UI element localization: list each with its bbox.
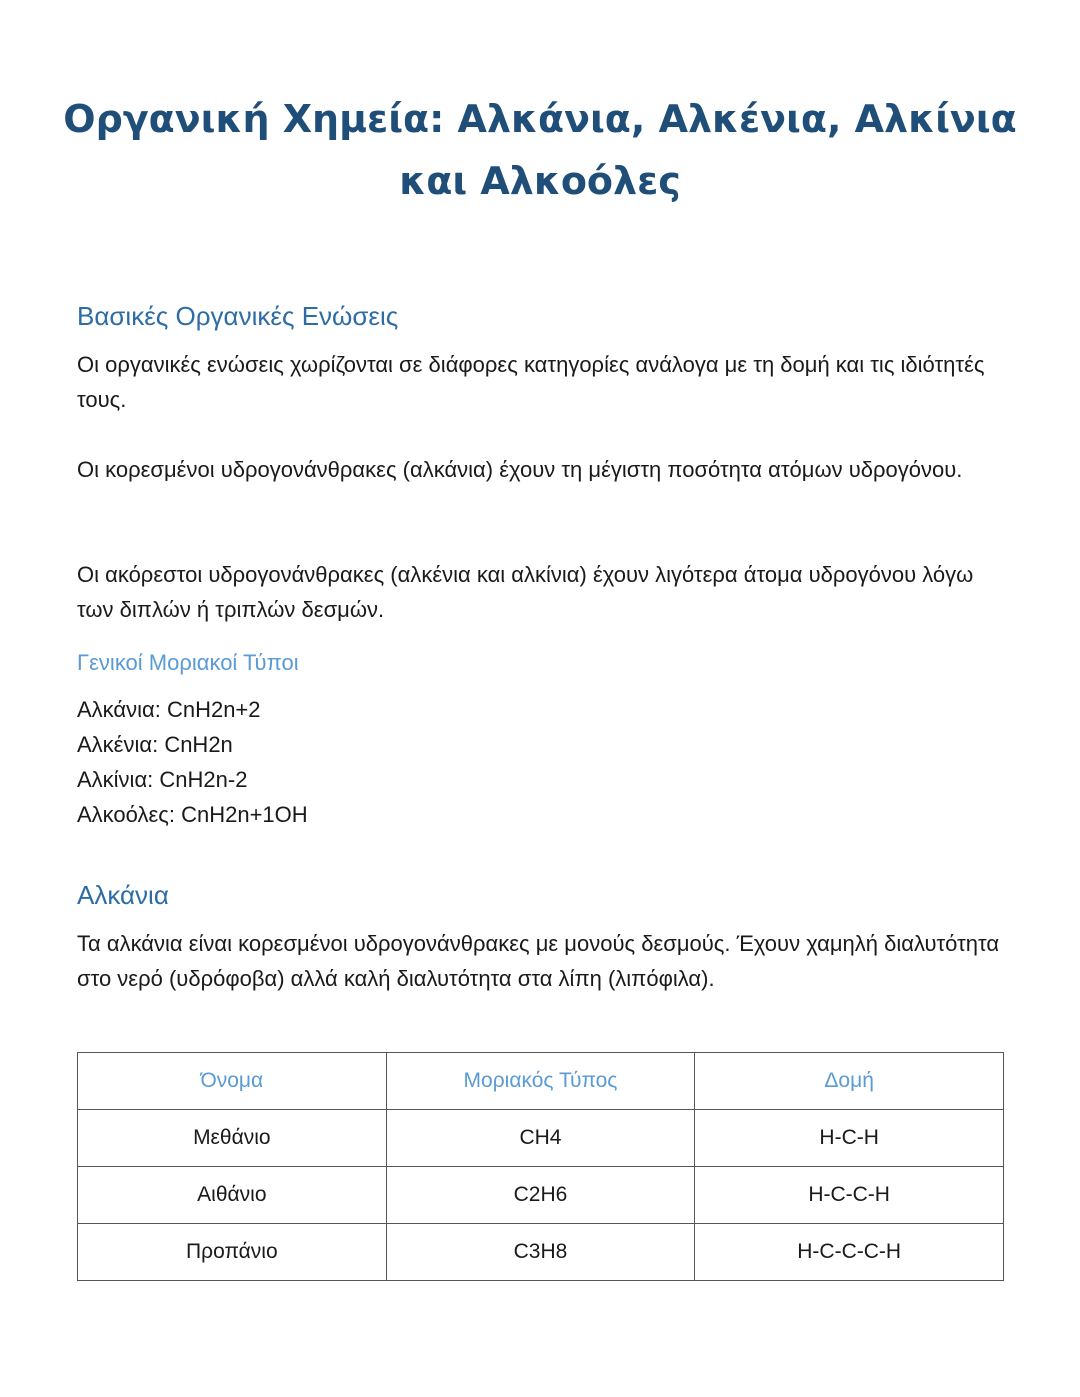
- cell-name: Μεθάνιο: [78, 1110, 387, 1167]
- column-header-structure: Δομή: [695, 1053, 1004, 1110]
- table-header-row: [78, 1053, 1004, 1110]
- cell-structure: H-C-C-H: [695, 1167, 1004, 1224]
- cell-name: Αιθάνιο: [78, 1167, 387, 1224]
- formula-alkynes: Αλκίνια: CnH2n-2: [77, 767, 248, 792]
- cell-formula: CH4: [386, 1110, 695, 1167]
- page-title: Οργανική Χημεία: Αλκάνια, Αλκένια, Αλκίνια και Αλκοόλες: [63, 97, 1017, 203]
- section-heading-basic-compounds: Βασικές Οργανικές Ενώσεις: [77, 301, 399, 331]
- table-row: [78, 1110, 1004, 1167]
- alkanes-table: [77, 1052, 1004, 1281]
- cell-formula: C3H8: [386, 1224, 695, 1281]
- cell-structure: H-C-C-C-H: [695, 1224, 1004, 1281]
- formula-alkanes: Αλκάνια: CnH2n+2: [77, 697, 261, 722]
- paragraph-alkanes-description: Τα αλκάνια είναι κορεσμένοι υδρογονάνθρακες με μονούς δεσμούς. Έχουν χαμηλή διαλυτότητα στο νερό (υδρόφοβα) αλλά καλή διαλυτότητα στα λίπη (λιπόφιλα).: [77, 931, 1000, 991]
- column-header-formula: Μοριακός Τύπος: [386, 1053, 695, 1110]
- formula-alkenes: Αλκένια: CnH2n: [77, 732, 233, 757]
- section-heading-alkanes: Αλκάνια: [77, 880, 169, 910]
- cell-structure: H-C-H: [695, 1110, 1004, 1167]
- formula-list: [77, 692, 308, 832]
- table-row: [78, 1224, 1004, 1281]
- cell-formula: C2H6: [386, 1167, 695, 1224]
- subheading-general-formulas: Γενικοί Μοριακοί Τύποι: [77, 650, 299, 675]
- formula-alcohols: Αλκοόλες: CnH2n+1OH: [77, 802, 308, 827]
- column-header-name: Όνομα: [78, 1053, 387, 1110]
- table-row: [78, 1167, 1004, 1224]
- cell-name: Προπάνιο: [78, 1224, 387, 1281]
- paragraph-unsaturated-hydrocarbons: Οι ακόρεστοι υδρογονάνθρακες (αλκένια και αλκίνια) έχουν λιγότερα άτομα υδρογόνου λόγω των διπλών ή τριπλών δεσμών.: [77, 562, 974, 622]
- paragraph-saturated-hydrocarbons: Οι κορεσμένοι υδρογονάνθρακες (αλκάνια) έχουν τη μέγιστη ποσότητα ατόμων υδρογόνου.: [77, 457, 963, 482]
- paragraph-compound-categories: Οι οργανικές ενώσεις χωρίζονται σε διάφορες κατηγορίες ανάλογα με τη δομή και τις ιδιότητές τους.: [77, 352, 985, 412]
